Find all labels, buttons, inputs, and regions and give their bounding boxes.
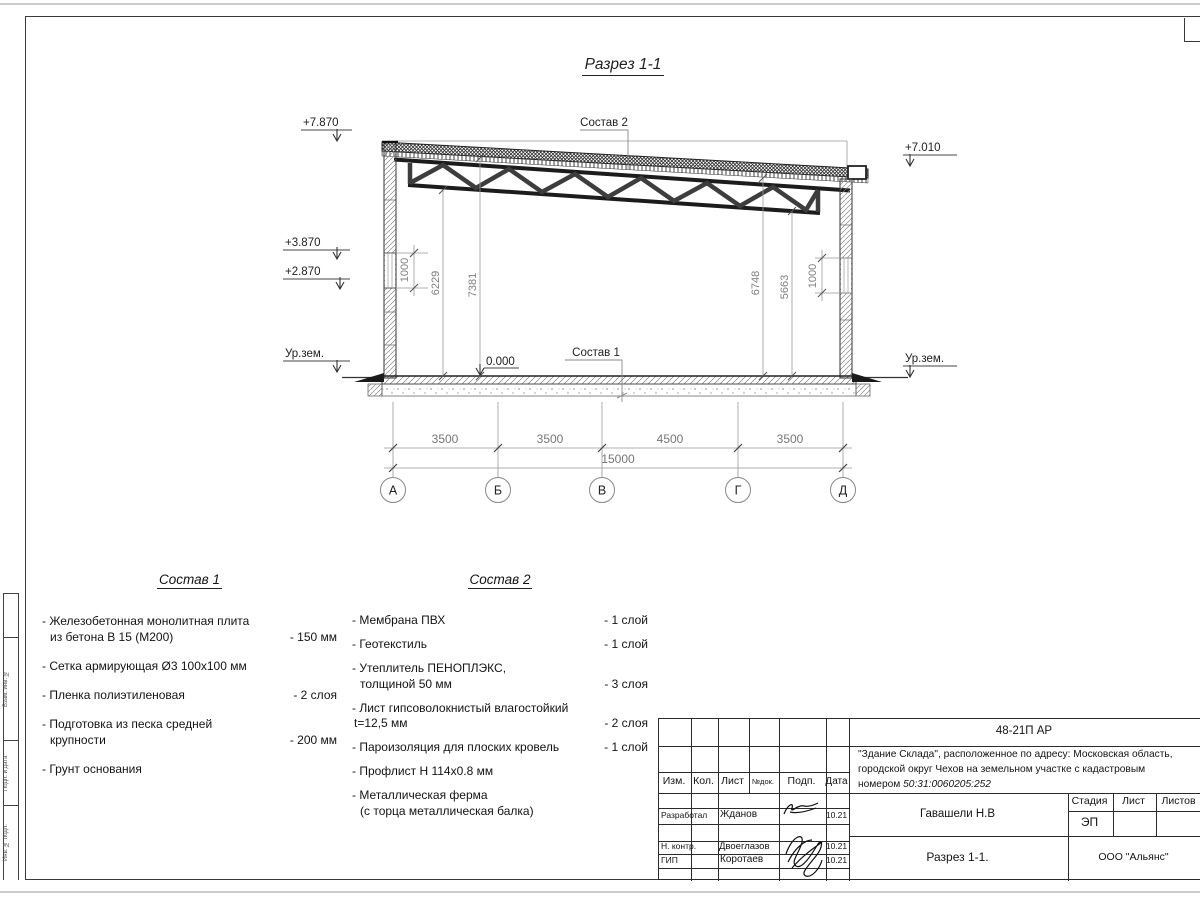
row-date-ncontr: 10.21 [825,841,848,851]
row-name-developer: Жданов [720,809,758,820]
signature-lower [786,837,822,877]
left-wall [382,142,398,378]
list-item: - Мембрана ПВХ - 1 слой [352,613,648,627]
list-item: - Утеплитель ПЕНОПЛЭКС, толщиной 50 мм - 3 слоя [352,661,648,691]
dim-6748: 6748 [750,270,762,296]
span-dim-1: 3500 [431,432,459,446]
list-item: - Лист гипсоволокнистый влагостойкий t=12,5 мм - 2 слоя [352,700,648,730]
strip-cell-inv: Инв. № подл. [3,805,18,880]
strip-cell-empty [3,593,18,637]
span-dim-2: 3500 [536,432,564,446]
composition-list-1 [42,572,337,790]
elevation-3870 [283,237,350,259]
svg-text:Ур.зем.: Ур.зем. [285,348,325,360]
svg-text:Состав 1: Состав 1 [572,347,620,359]
list-item: - Геотекстиль - 1 слой [352,637,648,651]
composition-1-title: Состав 1 [159,572,220,587]
axis-circles [381,478,856,503]
dim-1000-left: 1000 [399,257,411,283]
ground-level-right [903,353,957,377]
ground-level-left [283,348,350,372]
elevation-0000 [476,356,519,375]
svg-text:0.000: 0.000 [486,356,515,368]
span-dim-3: 4500 [656,432,684,446]
svg-text:Состав 2: Состав 2 [580,117,628,129]
stage-value: ЭП [1080,815,1099,829]
span-dim-4: 3500 [776,432,804,446]
list-item: - Подготовка из песка средней крупности - 200 мм [42,717,337,747]
list-item: - Профлист Н 114x0.8 мм [352,764,494,778]
sheets-header: Листов [1161,795,1196,807]
signatures [776,796,826,880]
svg-text:+2.870: +2.870 [285,266,321,278]
svg-text:+7.870: +7.870 [303,117,339,129]
elevation-7870 [301,117,352,141]
svg-text:Ур.зем.: Ур.зем. [905,353,945,365]
list-item: - Грунт основания [42,762,142,776]
col-header-ndok: №док. [752,777,774,786]
sheet-header: Лист [1122,795,1145,807]
list-item: - Металлическая ферма (с торца металлическая балка) [352,788,534,818]
composition-2-title: Состав 2 [469,572,531,587]
list-item: - Пленка полиэтиленовая - 2 слоя [42,688,337,702]
elevation-7010 [903,142,957,166]
dim-1000-right: 1000 [807,263,819,289]
bottom-dimensions [381,402,856,503]
list-item: - Железобетонная монолитная плита из бетона В 15 (М200) - 150 мм [42,614,337,644]
row-role-developer: Разработал [661,810,708,820]
total-span-dim: 15000 [601,452,635,466]
composition-list-2 [352,572,648,828]
dim-6229: 6229 [430,270,442,296]
roof-assembly [382,141,868,191]
stage-header: Стадия [1071,795,1108,807]
row-name-gip: Коротаев [720,854,764,865]
roof-end-plate [848,166,866,179]
strip-cell-podp: Подп. и дата [3,740,18,805]
right-window-band [841,258,851,293]
company-name: ООО "Альянс" [1098,851,1169,863]
axis-v: В [597,483,607,498]
cadastral-number: 50:31:0060205:252 [903,779,991,790]
col-header-kol: Кол. [693,775,714,787]
floor-slab [342,373,908,396]
axis-g: Г [734,483,742,498]
document-code: 48-21П АР [995,725,1053,737]
row-role-gip: ГИП [661,855,678,865]
col-header-podp: Подп. [787,775,816,787]
col-header-izm: Изм. [662,775,686,787]
col-header-list: Лист [721,775,744,787]
dim-5663: 5663 [779,274,791,300]
svg-text:+7.010: +7.010 [905,142,941,154]
row-date-gip: 10.21 [825,855,848,865]
axis-b: Б [493,483,503,498]
author-name: Гавашели Н.В [919,808,996,820]
page-title: Разрез 1-1 [538,56,708,74]
list-item: - Сетка армирующая Ø3 100x100 мм [42,659,247,673]
right-wall [840,179,852,378]
page-bottom-edge [0,891,1200,893]
signature-zhdanov [784,803,818,814]
strip-cell-vzam: Взам. инв. № [3,637,18,740]
project-description: "Здание Склада", расположенное по адресу: Московская область, городской округ Чехов на земельном участке с кадастровым номером 50:31:0060205:252 [858,749,1173,790]
svg-text:+3.870: +3.870 [285,237,321,249]
left-window-band [385,253,395,288]
axis-a: А [388,483,398,498]
list-item: - Пароизоляция для плоских кровель - 1 слой [352,740,648,754]
dim-7381: 7381 [467,272,479,298]
row-name-ncontr: Двоеглазов [719,841,770,852]
sheet-title: Разрез 1-1. [926,850,989,864]
row-date-developer: 10.21 [825,810,848,820]
axis-d: Д [838,483,848,498]
col-header-data: Дата [825,776,848,787]
row-role-ncontr: Н. контр. [661,841,697,851]
elevation-2870 [283,266,350,289]
